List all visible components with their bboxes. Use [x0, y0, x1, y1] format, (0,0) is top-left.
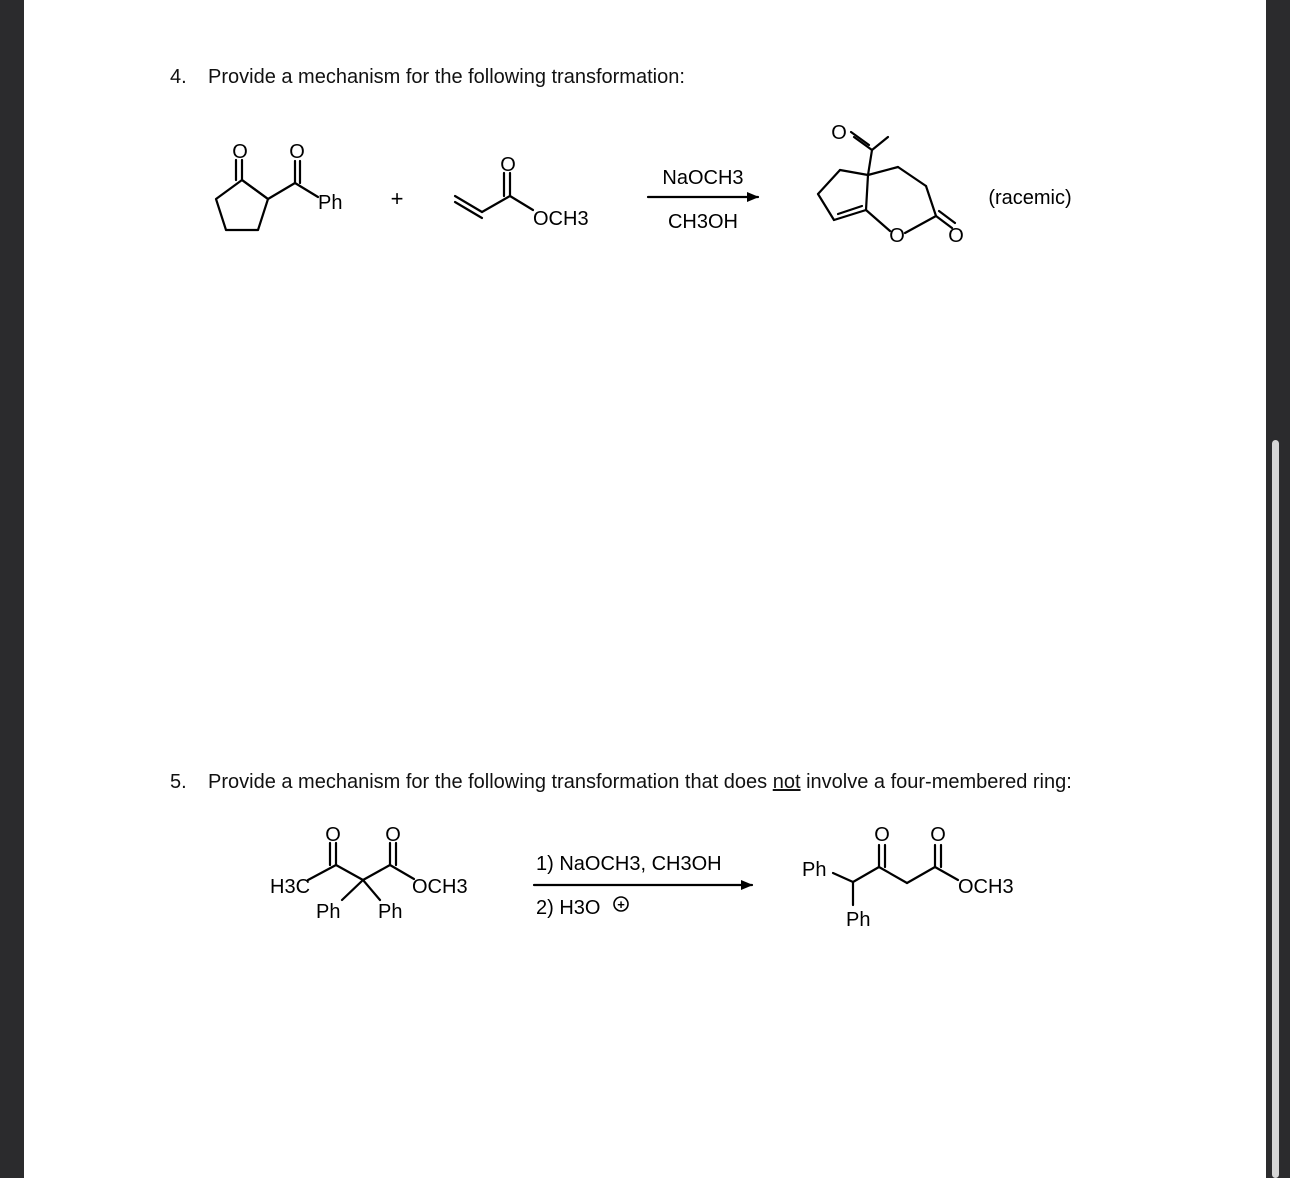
product-4-lactone-structure [818, 132, 955, 233]
question-4-text: Provide a mechanism for the following transformation: [208, 66, 685, 88]
reactant-2-acrylate-structure [455, 173, 533, 218]
product-4-ring-oxygen: O [889, 225, 905, 247]
reactant-5-phenyl-b: Ph [378, 901, 403, 923]
reactant-5-phenyl-a: Ph [316, 901, 341, 923]
product-5-oxygen-a: O [874, 824, 890, 846]
product-4-carbonyl-oxygen: O [948, 225, 964, 247]
reagent-5-line-2: 2) H3O [536, 897, 601, 919]
question-5-text-before: Provide a mechanism for the following transformation that does [208, 771, 773, 793]
reactant-5-oxygen-b: O [385, 824, 401, 846]
product-5-methoxy-label: OCH3 [958, 876, 1014, 898]
product-4-ketone-oxygen: O [831, 122, 847, 144]
hydronium-charge-sign: + [617, 897, 625, 912]
reactant-5-oxygen-a: O [325, 824, 341, 846]
reactant-1-diketone-structure [216, 160, 318, 230]
question-5-text-underlined: not [772, 771, 801, 793]
reactant-5-structure [308, 843, 414, 900]
reactant-1-phenyl-label: Ph [318, 192, 343, 214]
question-4-number: 4. [170, 66, 187, 88]
product-5-oxygen-b: O [930, 824, 946, 846]
hydronium-charge-icon [614, 897, 628, 912]
reactant-1-oxygen-a: O [232, 141, 248, 163]
reagent-4-top: NaOCH3 [662, 167, 744, 189]
reagent-5-line-1: 1) NaOCH3, CH3OH [536, 853, 722, 875]
product-4-note: (racemic) [988, 187, 1072, 209]
question-5-number: 5. [170, 771, 187, 793]
reactant-2-methoxy-text: OCH3 [533, 208, 589, 230]
reagent-4-bottom: CH3OH [667, 211, 739, 233]
scheme-4-labels [232, 122, 1071, 247]
question-5-text-after: involve a four-membered ring: [800, 771, 1072, 793]
product-5-phenyl-top: Ph [802, 859, 827, 881]
scheme-5-labels [270, 824, 1014, 931]
reactant-2-oxygen: O [500, 154, 516, 176]
plus-sign: + [390, 186, 404, 211]
reactant-2-methoxy-label [533, 208, 589, 230]
reactant-5-methoxy-label: OCH3 [412, 876, 468, 898]
product-5-structure [833, 845, 958, 905]
product-5-phenyl-bottom: Ph [846, 909, 871, 931]
reactant-1-oxygen-b: O [289, 141, 305, 163]
reactant-5-methyl-label: H3C [270, 876, 311, 898]
